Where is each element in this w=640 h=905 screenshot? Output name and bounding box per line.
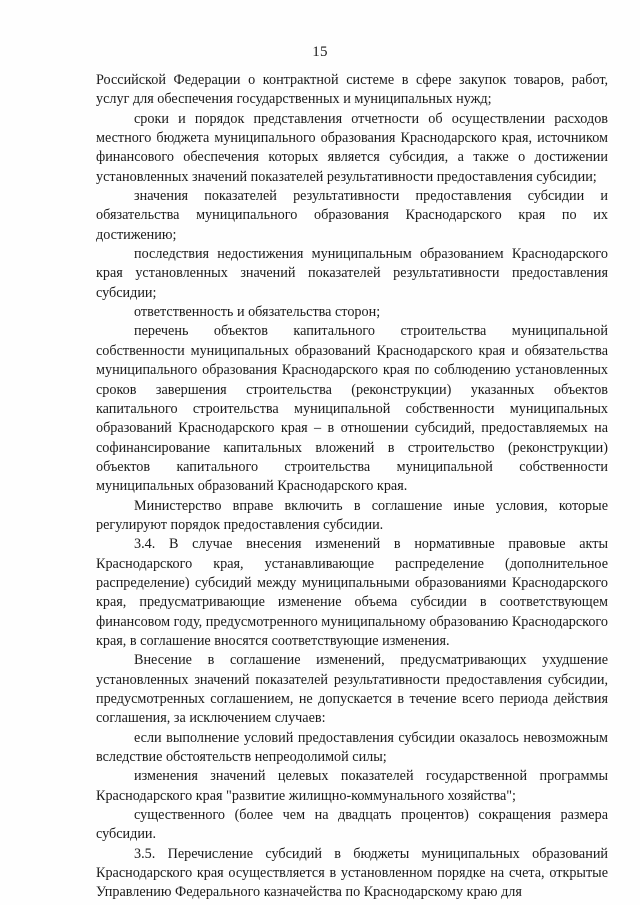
paragraph-force-majeure: если выполнение условий предоставления субсидии оказалось невозможным вследствие обстоятельств непреодолимой силы; [96, 729, 608, 766]
paragraph-construction-objects: перечень объектов капитального строительства муниципальной собственности муниципальных образований Краснодарского края и обязательства муниципального образования Краснодарского края по соблюдению установленных сроков завершения строительства (реконструкции) указанных объектов капитального строительства муниципальной собственности муниципальных образований Краснодарского края – в отношении субсидий, предоставляемых на софинансирование капитальных вложений в строительство (реконструкции) объектов капитального строительства муниципальной собственности муниципальных образований Краснодарского края. [96, 323, 608, 495]
paragraph-ministry-conditions: Министерство вправе включить в соглашение иные условия, которые регулируют порядок предоставления субсидии. [96, 497, 608, 533]
paragraph-responsibility: ответственность и обязательства сторон; [134, 304, 381, 321]
paragraph-section-3-4: 3.4. В случае внесения изменений в нормативные правовые акты Краснодарского края, устанавливающие распределение (дополнительное распределение) субсидий между муниципальными образованиями Краснодарского края, предусматривающие изменение объема субсидии в соответствующем финансовом году, предусмотренного муниципальному образованию Краснодарского края, в соглашение вносятся соответствующие изменения. [96, 536, 608, 649]
paragraph-indicator-values: значения показателей результативности предоставления субсидии и обязательства муниципального образования Краснодарского края по их достижению; [96, 188, 608, 243]
paragraph-subsidy-reduction: существенного (более чем на двадцать процентов) сокращения размера субсидии. [96, 807, 608, 843]
paragraph-section-3-5: 3.5. Перечисление субсидий в бюджеты муниципальных образований Краснодарского края осуществляется в установленном порядке на счета, открытые Управлению Федерального казначейства по Краснодарскому краю для [96, 845, 608, 901]
paragraph-consequences: последствия недостижения муниципальным образованием Краснодарского края установленных значений показателей результативности предоставления субсидии; [96, 246, 608, 301]
paragraph-reporting-terms: сроки и порядок представления отчетности об осуществлении расходов местного бюджета муниципального образования Краснодарского края, источником финансового обеспечения которых является субсидия, а также о достижении установленных значений показателей результативности предоставления субсидии; [96, 110, 608, 185]
paragraph-continuation: Российской Федерации о контрактной системе в сфере закупок товаров, работ, услуг для обеспечения государственных и муниципальных нужд; [96, 72, 608, 108]
document-body [96, 71, 608, 903]
paragraph-target-indicators: изменения значений целевых показателей государственной программы Краснодарского края "развитие жилищно-коммунального хозяйства"; [96, 768, 608, 804]
page-number: 15 [312, 44, 328, 60]
paragraph-amendments: Внесение в соглашение изменений, предусматривающих ухудшение установленных значений показателей результативности предоставления субсидии, предусмотренных соглашением, не допускается в течение всего периода действия соглашения, за исключением случаев: [96, 652, 608, 727]
